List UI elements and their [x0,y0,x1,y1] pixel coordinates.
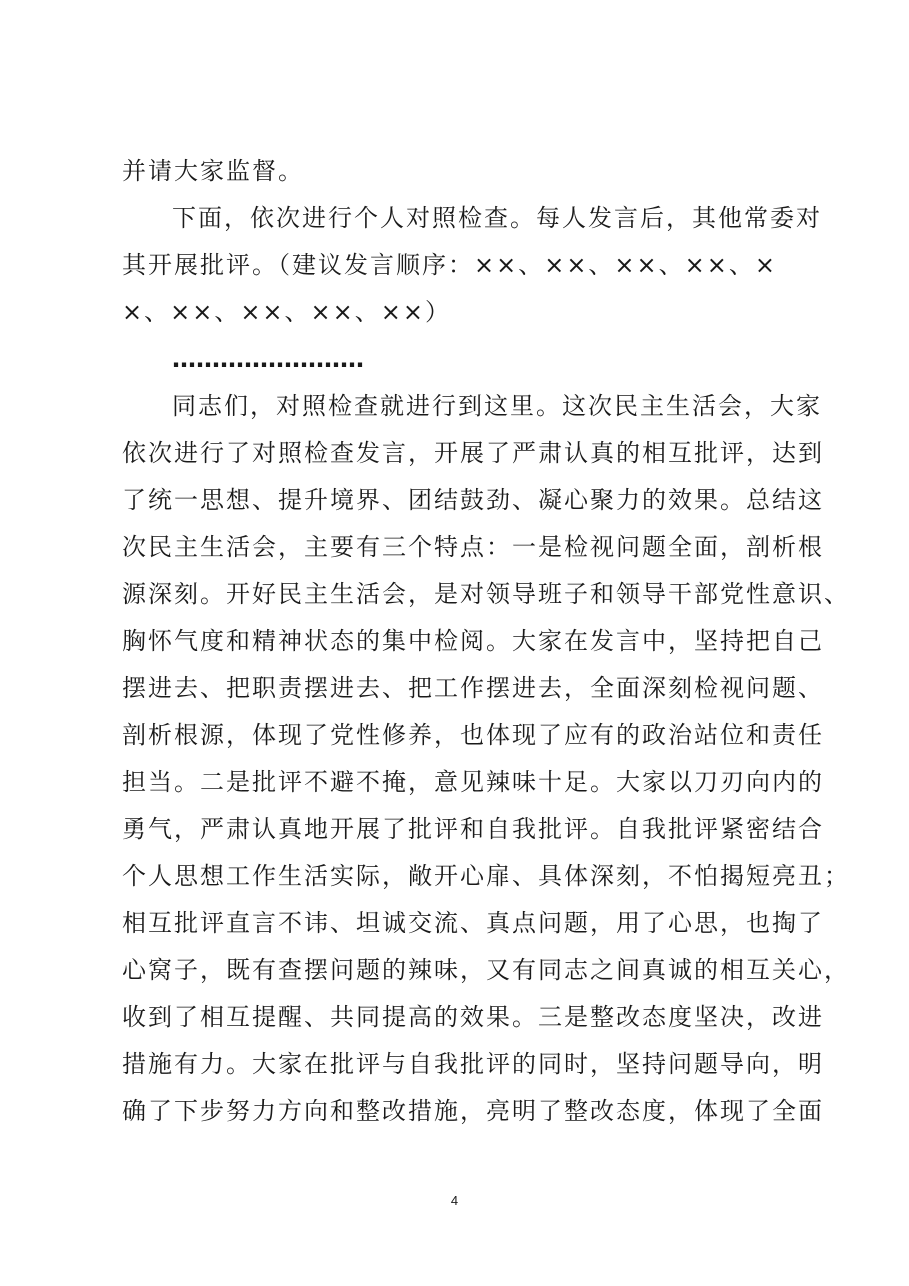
text-line: 下面，依次进行个人对照检查。每人发言后，其他常委对 [172,204,822,232]
text-line: 胸怀气度和精神状态的集中检阅。大家在发言中，坚持把自己 [122,627,824,655]
text-line: 收到了相互提醒、共同提高的效果。三是整改态度坚决，改进 [122,1003,824,1031]
text-line: 确了下步努力方向和整改措施，亮明了整改态度，体现了全面 [122,1097,824,1125]
text-line: 了统一思想、提升境界、团结鼓劲、凝心聚力的效果。总结这 [122,486,824,514]
text-line: 其开展批评。（建议发言顺序：××、××、××、××、× [122,251,777,279]
text-line: 剖析根源，体现了党性修养，也体现了应有的政治站位和责任 [122,721,824,749]
text-line: 同志们，对照检查就进行到这里。这次民主生活会，大家 [172,392,822,420]
text-line: 心窝子，既有查摆问题的辣味，又有同志之间真诚的相互关心， [122,956,850,984]
text-line: 源深刻。开好民主生活会，是对领导班子和领导干部党性意识、 [122,580,850,608]
text-line: 次民主生活会，主要有三个特点：一是检视问题全面，剖析根 [122,533,824,561]
page-number: 4 [450,1193,459,1208]
text-line: 勇气，严肃认真地开展了批评和自我批评。自我批评紧密结合 [122,815,824,843]
document-body [122,148,850,1135]
text-line: 相互批评直言不讳、坦诚交流、真点问题，用了心思，也掏了 [122,909,824,937]
text-line: 个人思想工作生活实际，敞开心扉、具体深刻，不怕揭短亮丑； [122,862,850,890]
text-line: 措施有力。大家在批评与自我批评的同时，坚持问题导向，明 [122,1050,824,1078]
text-line: 担当。二是批评不避不掩，意见辣味十足。大家以刀刃向内的 [122,768,824,796]
text-line: 摆进去、把职责摆进去、把工作摆进去，全面深刻检视问题、 [122,674,824,702]
text-line: 并请大家监督。 [122,157,304,185]
text-line: ×、××、××、××、××） [122,298,451,326]
text-line: 依次进行了对照检查发言，开展了严肃认真的相互批评，达到 [122,439,824,467]
ellipsis-separator: …………………… [172,345,364,373]
